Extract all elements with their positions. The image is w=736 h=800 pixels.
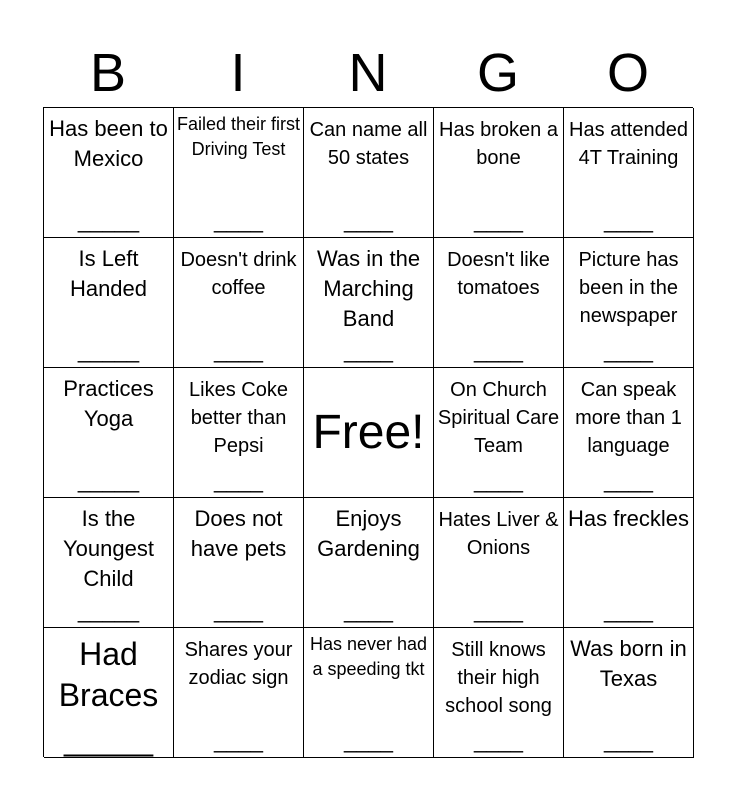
header-letter-n: N — [348, 43, 388, 103]
cell-prompt: On Church Spiritual Care Team — [437, 379, 560, 457]
signature-blank: ____ — [344, 338, 393, 363]
cell-prompt: Has attended 4T Training — [569, 119, 688, 169]
cell-prompt: Hates Liver & Onions — [438, 509, 559, 559]
bingo-cell[interactable] — [434, 368, 564, 498]
signature-blank: ____ — [604, 468, 653, 493]
cell-prompt: Is the Youngest Child — [63, 506, 154, 591]
signature-blank: ____ — [344, 728, 393, 753]
cell-prompt: Enjoys Gardening — [317, 506, 420, 561]
bingo-cell[interactable] — [434, 108, 564, 238]
cell-prompt: Has broken a bone — [439, 119, 558, 169]
cell-prompt: Has been to Mexico — [49, 116, 168, 171]
cell-prompt: Failed their first Driving Test — [176, 114, 301, 159]
cell-prompt: Likes Coke better than Pepsi — [189, 379, 288, 457]
bingo-cell[interactable] — [564, 108, 694, 238]
header-letter-g: G — [476, 43, 519, 103]
bingo-cell[interactable] — [174, 498, 304, 628]
bingo-cell[interactable] — [44, 498, 174, 628]
signature-blank: ____ — [214, 728, 263, 753]
header-letter-b: B — [89, 43, 127, 103]
header-letter-o: O — [606, 43, 649, 103]
cell-prompt: Has freckles — [567, 506, 690, 531]
cell-prompt: Is Left Handed — [69, 246, 148, 301]
signature-blank: _____ — [77, 208, 140, 233]
signature-blank: ____ — [344, 208, 393, 233]
cell-prompt: Shares your zodiac sign — [184, 639, 293, 689]
bingo-cell[interactable] — [564, 238, 694, 368]
bingo-cell[interactable] — [304, 628, 434, 758]
bingo-cell[interactable] — [44, 628, 174, 758]
signature-blank: ____ — [474, 598, 523, 623]
bingo-cell[interactable] — [434, 238, 564, 368]
signature-blank: _____ — [77, 338, 140, 363]
bingo-cell[interactable] — [564, 628, 694, 758]
cell-prompt: Does not have pets — [190, 506, 287, 561]
bingo-cell[interactable] — [44, 238, 174, 368]
cell-prompt: Was born in Texas — [570, 636, 687, 691]
signature-blank: _____ — [64, 721, 153, 757]
header-letter-i: I — [230, 43, 246, 103]
bingo-header — [43, 40, 693, 106]
signature-blank: _____ — [77, 598, 140, 623]
cell-prompt: Was in the Marching Band — [316, 246, 421, 331]
signature-blank: ____ — [604, 208, 653, 233]
cell-prompt: Had Braces — [58, 636, 159, 713]
signature-blank: ____ — [214, 208, 263, 233]
bingo-cell[interactable] — [174, 108, 304, 238]
signature-blank: _____ — [77, 468, 140, 493]
signature-blank: ____ — [474, 728, 523, 753]
cell-prompt: Doesn't drink coffee — [180, 249, 297, 299]
bingo-cell[interactable] — [434, 628, 564, 758]
cell-prompt: Doesn't like tomatoes — [447, 249, 550, 299]
signature-blank: ____ — [344, 598, 393, 623]
signature-blank: ____ — [604, 728, 653, 753]
signature-blank: ____ — [604, 598, 653, 623]
bingo-cell[interactable] — [174, 628, 304, 758]
signature-blank: ____ — [474, 338, 523, 363]
bingo-cell[interactable] — [44, 368, 174, 498]
cell-prompt: Free! — [312, 406, 425, 459]
bingo-grid — [43, 107, 693, 757]
bingo-cell[interactable] — [44, 108, 174, 238]
signature-blank: ____ — [214, 598, 263, 623]
signature-blank: ____ — [214, 338, 263, 363]
bingo-cell[interactable] — [304, 238, 434, 368]
signature-blank: ____ — [604, 338, 653, 363]
signature-blank: ____ — [474, 468, 523, 493]
cell-prompt: Practices Yoga — [63, 376, 154, 431]
bingo-cell[interactable] — [434, 498, 564, 628]
bingo-cell[interactable] — [304, 108, 434, 238]
cell-prompt: Picture has been in the newspaper — [578, 249, 679, 327]
bingo-cell-free[interactable] — [304, 368, 434, 498]
signature-blank: ____ — [474, 208, 523, 233]
cell-prompt: Still knows their high school song — [445, 639, 552, 717]
bingo-cell[interactable] — [564, 498, 694, 628]
signature-blank: ____ — [214, 468, 263, 493]
cell-prompt: Can speak more than 1 language — [575, 379, 682, 457]
bingo-cell[interactable] — [174, 368, 304, 498]
cell-prompt: Can name all 50 states — [309, 119, 428, 169]
bingo-cell[interactable] — [304, 498, 434, 628]
cell-prompt: Has never had a speeding tkt — [309, 634, 428, 679]
bingo-cell[interactable] — [174, 238, 304, 368]
bingo-cell[interactable] — [564, 368, 694, 498]
